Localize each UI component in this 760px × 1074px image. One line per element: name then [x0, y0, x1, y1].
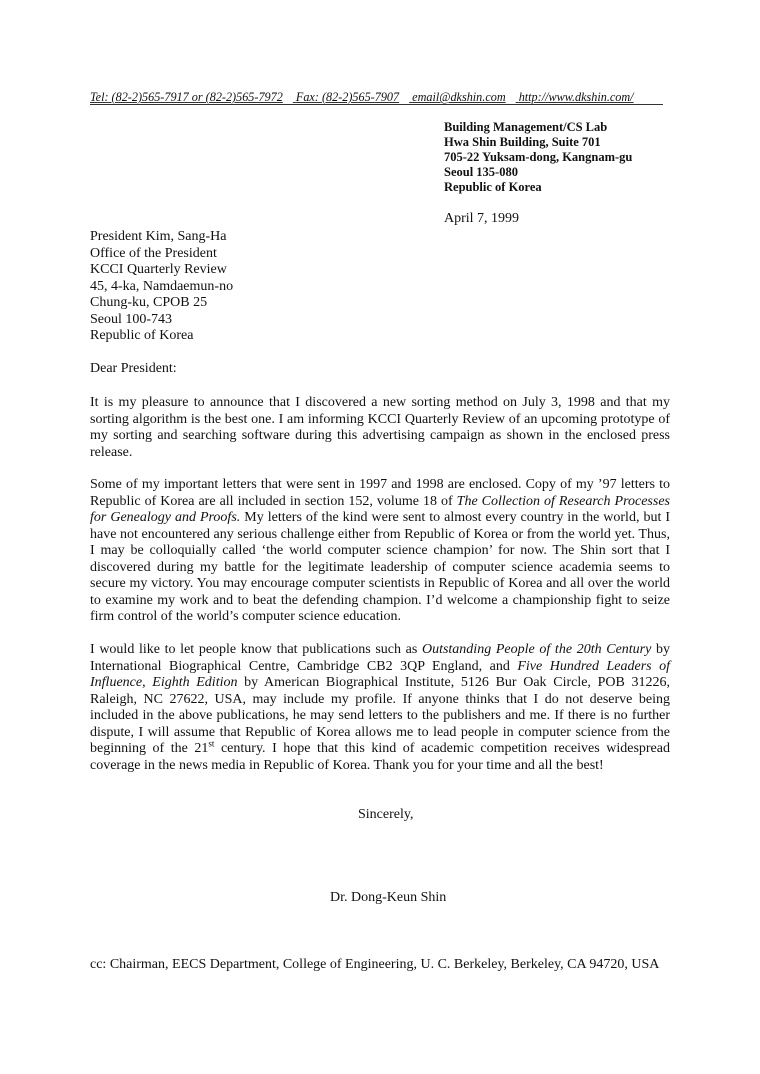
recipient-line: KCCI Quarterly Review	[90, 262, 227, 277]
sender-line: Seoul 135-080	[444, 165, 518, 179]
publication-title: Outstanding People of the 20th Century	[421, 642, 652, 657]
paragraph-text: My letters of the kind were sent to almost every country in the world, but I have not encountered any serious challenge either from Republic of Korea or from the world yet. Thus, I may be colloquially called ‘the world computer science champion’ for now. The Shin sort that I discovered during my battle for the legitimate leadership of computer science academia seems to secure my victory. You may encourage computer scientists in Republic of Korea and all over the world to examine my work and to beat the defending champion. I’d welcome a championship fight to seize firm control of the world’s computer science education.	[90, 510, 670, 624]
sender-address	[444, 120, 632, 195]
ordinal-suffix: st	[208, 738, 215, 749]
email-link[interactable]: email@dkshin.com	[412, 90, 506, 104]
cc-line: cc: Chairman, EECS Department, College of Engineering, U. C. Berkeley, Berkeley, CA 94720, USA	[90, 957, 660, 972]
recipient-line: Chung-ku, CPOB 25	[90, 295, 208, 310]
paragraph-text: I would like to let people know that publications such as	[90, 642, 422, 657]
letter-date: April 7, 1999	[444, 211, 520, 226]
sender-line: Building Management/CS Lab	[444, 120, 608, 134]
sender-line: Republic of Korea	[444, 180, 542, 194]
recipient-address	[90, 229, 233, 345]
sender-line: 705-22 Yuksam-dong, Kangnam-gu	[444, 150, 633, 164]
paragraph-text: century. I hope that this kind of academic competition receives widespread coverage in the news media in Republic of Korea. Thank you for your time and all the best!	[90, 741, 670, 773]
recipient-line: President Kim, Sang-Ha	[90, 229, 227, 244]
contact-header	[90, 90, 663, 105]
paragraph-text: ,	[142, 675, 153, 690]
body-paragraph-3	[90, 642, 670, 774]
body-paragraph-2	[90, 477, 670, 626]
salutation: Dear President:	[90, 361, 177, 376]
fax-number: Fax: (82-2)565-7907	[295, 90, 400, 104]
paragraph-text: by American Biographical Institute, 5126 Bur Oak Circle, POB 31226, Raleigh, NC 27622, USA, may include my profile. If anyone thinks that I do not deserve being included in the above publications, he may send letters to the publishers and me. If there is no further dispute, I will assume that Republic of Korea allows me to lead people in computer science from the beginning of the 21	[90, 675, 670, 756]
recipient-line: Office of the President	[90, 245, 217, 261]
sender-line: Hwa Shin Building, Suite 701	[444, 135, 601, 149]
publication-title: Five Hundred Leaders of Influence	[90, 658, 671, 690]
recipient-line: Republic of Korea	[90, 328, 194, 343]
closing: Sincerely,	[358, 807, 414, 822]
paragraph-text: by International Biographical Centre, Cambridge CB2 3QP England, and	[90, 642, 671, 674]
recipient-line: 45, 4-ka, Namdaemun-no	[90, 278, 234, 294]
publication-title: The Collection of Research Processes for Genealogy and Proofs.	[90, 493, 670, 525]
recipient-line: Seoul 100-743	[90, 311, 173, 327]
signature-name: Dr. Dong-Keun Shin	[330, 890, 447, 905]
body-paragraph-1: It is my pleasure to announce that I discovered a new sorting method on July 3, 1998 and that my sorting algorithm is the best one. I am informing KCCI Quarterly Review of an upcoming prototype of my sorting and searching software during this advertising campaign as shown in the enclosed press release.	[90, 395, 670, 460]
publication-edition: Eighth Edition	[152, 675, 238, 690]
website-link[interactable]: http://www.dkshin.com/	[518, 90, 634, 104]
paragraph-text: Some of my important letters that were sent in 1997 and 1998 are enclosed. Copy of my ’97 letters to Republic of Korea are all included in section 152, volume 18 of	[90, 477, 670, 509]
phone-numbers: Tel: (82-2)565-7917 or (82-2)565-7972	[90, 90, 283, 104]
